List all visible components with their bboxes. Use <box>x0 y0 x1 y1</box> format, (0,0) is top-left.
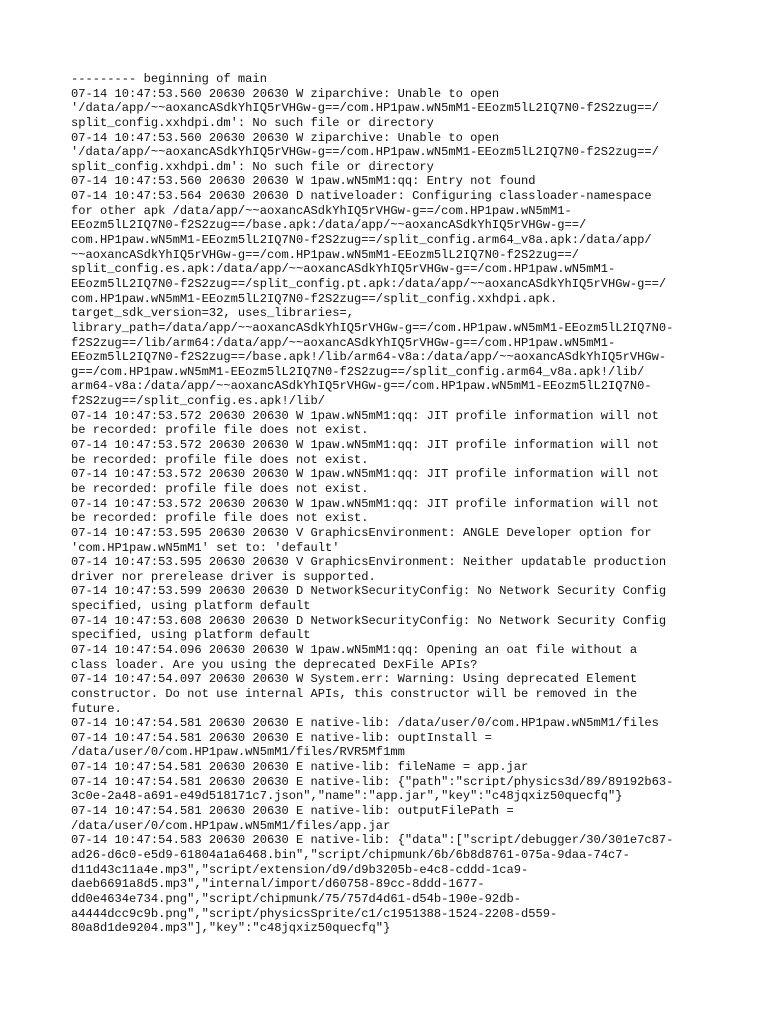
log-line: '/data/app/~~aoxancASdkYhIQ5rVHGw-g==/com.HP1paw.wN5mM1-EEozm5lL2IQ7N0-f2S2zug==/ <box>71 145 659 160</box>
log-line: 07-14 10:47:53.560 20630 20630 W ziparchive: Unable to open <box>71 130 500 145</box>
log-line: EEozm5lL2IQ7N0-f2S2zug==/base.apk:/data/app/~~aoxancASdkYhIQ5rVHGw-g==/ <box>71 218 587 233</box>
log-line: 07-14 10:47:53.599 20630 20630 D NetworkSecurityConfig: No Network Security Config <box>71 584 667 599</box>
logcat-text-block <box>71 72 711 936</box>
log-line: 3c0e-2a48-a691-e49d518171c7.json","name":"app.jar","key":"c48jqxiz50quecfq"} <box>71 789 623 804</box>
log-line: constructor. Do not use internal APIs, this constructor will be removed in the <box>71 686 638 701</box>
log-line: 07-14 10:47:54.583 20630 20630 E native-lib: {"data":["script/debugger/30/301e7c87- <box>71 833 674 848</box>
log-line: daeb6691a8d5.mp3","internal/import/d60758-89cc-8ddd-1677- <box>71 877 485 892</box>
log-line: 07-14 10:47:54.581 20630 20630 E native-lib: /data/user/0/com.HP1paw.wN5mM1/files <box>71 716 659 731</box>
log-line: split_config.xxhdpi.dm': No such file or directory <box>71 159 434 174</box>
log-line: 07-14 10:47:53.564 20630 20630 D nativeloader: Configuring classloader-namespace <box>71 189 652 204</box>
log-line: specified, using platform default <box>71 628 311 643</box>
log-line: split_config.xxhdpi.dm': No such file or directory <box>71 115 434 130</box>
log-line: 07-14 10:47:54.581 20630 20630 E native-lib: outputFilePath = <box>71 804 514 819</box>
log-line: EEozm5lL2IQ7N0-f2S2zug==/base.apk!/lib/arm64-v8a:/data/app/~~aoxancASdkYhIQ5rVHGw- <box>71 350 667 365</box>
log-line: 07-14 10:47:54.581 20630 20630 E native-lib: ouptInstall = <box>71 730 492 745</box>
log-line: 07-14 10:47:54.097 20630 20630 W System.err: Warning: Using deprecated Element <box>71 672 638 687</box>
log-line: 07-14 10:47:54.096 20630 20630 W 1paw.wN5mM1:qq: Opening an oat file without a <box>71 642 638 657</box>
log-line: f2S2zug==/split_config.es.apk!/lib/ <box>71 394 326 409</box>
log-line: arm64-v8a:/data/app/~~aoxancASdkYhIQ5rVHGw-g==/com.HP1paw.wN5mM1-EEozm5lL2IQ7N0- <box>71 379 652 394</box>
log-line: 07-14 10:47:54.581 20630 20630 E native-lib: {"path":"script/physics3d/89/89192b63- <box>71 774 674 789</box>
log-line: f2S2zug==/lib/arm64:/data/app/~~aoxancASdkYhIQ5rVHGw-g==/com.HP1paw.wN5mM1- <box>71 335 616 350</box>
log-line: be recorded: profile file does not exist. <box>71 511 369 526</box>
log-line: 07-14 10:47:53.572 20630 20630 W 1paw.wN5mM1:qq: JIT profile information will not <box>71 496 659 511</box>
log-line: EEozm5lL2IQ7N0-f2S2zug==/split_config.pt.apk:/data/app/~~aoxancASdkYhIQ5rVHGw-g==/ <box>71 276 667 291</box>
log-line: d11d43c11a4e.mp3","script/extension/d9/d9b3205b-e4c8-cddd-1ca9- <box>71 862 529 877</box>
log-line: 80a8d1de9204.mp3"],"key":"c48jqxiz50quecfq"} <box>71 921 391 936</box>
log-line: '/data/app/~~aoxancASdkYhIQ5rVHGw-g==/com.HP1paw.wN5mM1-EEozm5lL2IQ7N0-f2S2zug==/ <box>71 101 659 116</box>
log-line: be recorded: profile file does not exist. <box>71 481 369 496</box>
log-line: a4444dcc9c9b.png","script/physicsSprite/c1/c1951388-1524-2208-d559- <box>71 906 558 921</box>
log-line: driver nor prerelease driver is supported. <box>71 569 376 584</box>
log-line: be recorded: profile file does not exist. <box>71 423 369 438</box>
log-line: specified, using platform default <box>71 599 311 614</box>
log-line: g==/com.HP1paw.wN5mM1-EEozm5lL2IQ7N0-f2S2zug==/split_config.arm64_v8a.apk!/lib/ <box>71 364 645 379</box>
log-line: be recorded: profile file does not exist. <box>71 452 369 467</box>
log-line: dd0e4634e734.png","script/chipmunk/75/757d4d61-d54b-190e-92db- <box>71 891 521 906</box>
log-line: 07-14 10:47:53.560 20630 20630 W ziparchive: Unable to open <box>71 86 500 101</box>
log-line: 07-14 10:47:53.560 20630 20630 W 1paw.wN5mM1:qq: Entry not found <box>71 174 536 189</box>
log-line: 07-14 10:47:54.581 20630 20630 E native-lib: fileName = app.jar <box>71 760 529 775</box>
log-line: 07-14 10:47:53.608 20630 20630 D NetworkSecurityConfig: No Network Security Config <box>71 613 667 628</box>
log-line: for other apk /data/app/~~aoxancASdkYhIQ5rVHGw-g==/com.HP1paw.wN5mM1- <box>71 203 572 218</box>
log-line: /data/user/0/com.HP1paw.wN5mM1/files/RVR5Mf1mm <box>71 745 405 760</box>
log-line: 07-14 10:47:53.595 20630 20630 V GraphicsEnvironment: ANGLE Developer option for <box>71 525 652 540</box>
log-line: class loader. Are you using the deprecated DexFile APIs? <box>71 657 478 672</box>
log-line: target_sdk_version=32, uses_libraries=, <box>71 306 355 321</box>
log-line: --------- beginning of main <box>71 72 267 86</box>
log-line: 07-14 10:47:53.572 20630 20630 W 1paw.wN5mM1:qq: JIT profile information will not <box>71 408 659 423</box>
log-line: /data/user/0/com.HP1paw.wN5mM1/files/app.jar <box>71 818 391 833</box>
log-line: 07-14 10:47:53.595 20630 20630 V GraphicsEnvironment: Neither updatable production <box>71 555 667 570</box>
log-line: ~~aoxancASdkYhIQ5rVHGw-g==/com.HP1paw.wN5mM1-EEozm5lL2IQ7N0-f2S2zug==/ <box>71 247 580 262</box>
log-line: ad26-d6c0-e5d9-61804a1a6468.bin","script/chipmunk/6b/6b8d8761-075a-9daa-74c7- <box>71 847 630 862</box>
log-line: 07-14 10:47:53.572 20630 20630 W 1paw.wN5mM1:qq: JIT profile information will not <box>71 467 659 482</box>
log-line: com.HP1paw.wN5mM1-EEozm5lL2IQ7N0-f2S2zug==/split_config.arm64_v8a.apk:/data/app/ <box>71 233 652 248</box>
log-line: future. <box>71 701 122 716</box>
log-line: split_config.es.apk:/data/app/~~aoxancASdkYhIQ5rVHGw-g==/com.HP1paw.wN5mM1- <box>71 262 616 277</box>
log-line: 07-14 10:47:53.572 20630 20630 W 1paw.wN5mM1:qq: JIT profile information will not <box>71 438 659 453</box>
log-line: library_path=/data/app/~~aoxancASdkYhIQ5rVHGw-g==/com.HP1paw.wN5mM1-EEozm5lL2IQ7N0- <box>71 320 674 335</box>
log-line: com.HP1paw.wN5mM1-EEozm5lL2IQ7N0-f2S2zug==/split_config.xxhdpi.apk. <box>71 291 558 306</box>
log-line: 'com.HP1paw.wN5mM1' set to: 'default' <box>71 540 340 555</box>
